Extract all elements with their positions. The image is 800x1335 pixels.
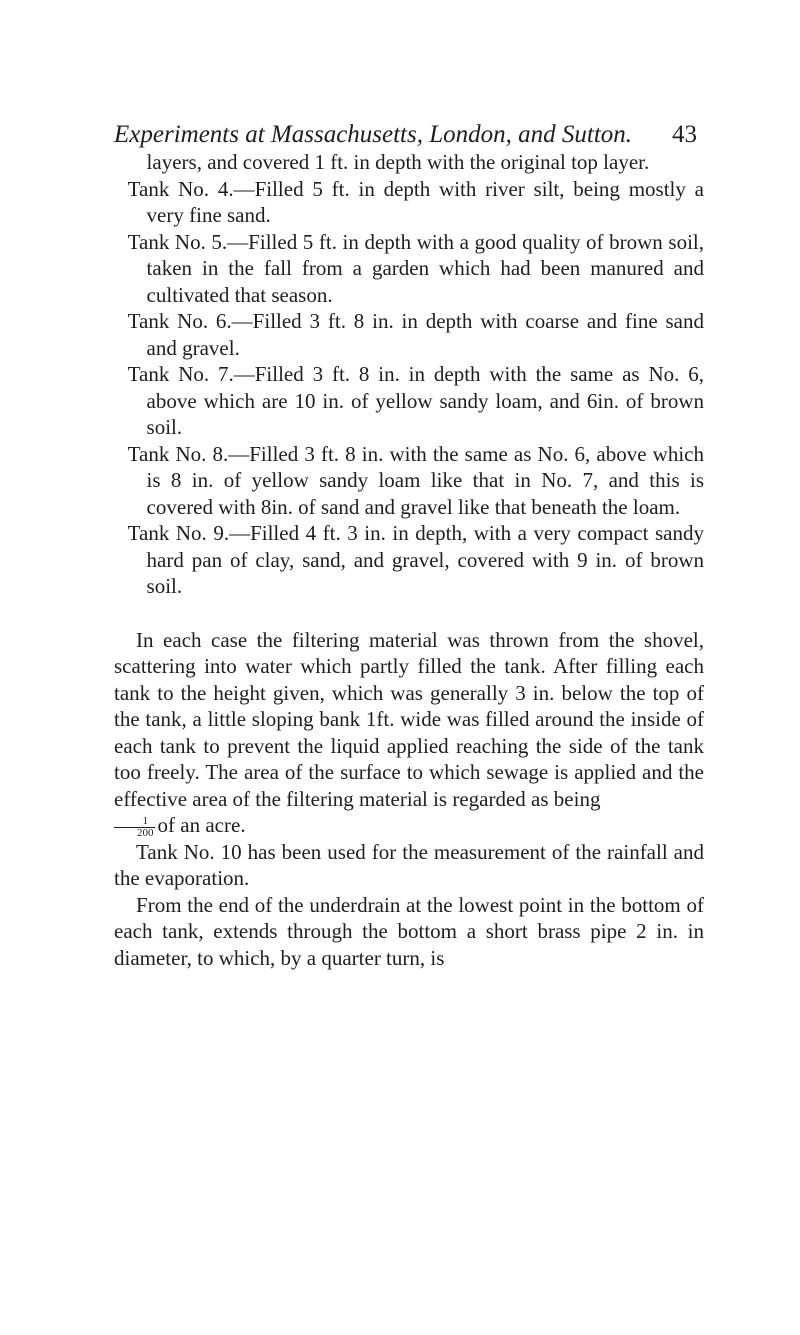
tank-entry-6: Tank No. 6.—Filled 3 ft. 8 in. in depth with coarse and fine sand and gravel.	[127, 309, 704, 360]
paragraph-underdrain: From the end of the underdrain at the lowest point in the bottom of each tank, extends through the bottom a short brass pipe 2 in. in diameter, to which, by a quarter turn, is	[114, 892, 704, 970]
fraction-denominator: 200	[137, 826, 154, 839]
tank-entry-7: Tank No. 7.—Filled 3 ft. 8 in. in depth with the same as No. 6, above which are 10 in. of yellow sandy loam, and 6in. of brown soil.	[127, 362, 704, 439]
paragraph-tank-10: Tank No. 10 has been used for the measurement of the rainfall and the evaporation.	[114, 839, 704, 891]
tank-entry-5: Tank No. 5.—Filled 5 ft. in depth with a good quality of brown soil, taken in the fall from a garden which had been manured and cultivated that season.	[127, 229, 704, 307]
tank-entry-8: Tank No. 8.—Filled 3 ft. 8 in. with the same as No. 6, above which is 8 in. of yellow sandy loam like that in No. 7, and this is covered with 8in. of sand and gravel like that beneath the loam.	[127, 441, 704, 519]
body-text	[114, 149, 704, 971]
fraction-numerator: 1	[114, 816, 155, 828]
running-head-title: Experiments at Massachusetts, London, and Sutton.	[114, 121, 633, 148]
tank-entry-continued: layers, and covered 1 ft. in depth with the original top layer.	[146, 150, 650, 174]
fraction	[114, 816, 155, 839]
section-gap	[114, 600, 704, 627]
page-number: 43	[672, 121, 697, 148]
paragraph-filtering-material	[114, 627, 704, 839]
tank-entry-9: Tank No. 9.—Filled 4 ft. 3 in. in depth, with a very compact sandy hard pan of clay, sand, and gravel, covered with 9 in. of brown soil.	[127, 521, 704, 598]
tank-entry-4: Tank No. 4.—Filled 5 ft. in depth with river silt, being mostly a very fine sand.	[127, 176, 704, 227]
running-head	[114, 120, 697, 150]
paragraph-filtering-tail: of an acre.	[157, 813, 246, 837]
paragraph-filtering-text: In each case the filtering material was thrown from the shovel, scattering into water which partly filled the tank. After filling each tank to the height given, which was generally 3 in. below the top of the tank, a little sloping bank 1ft. wide was filled around the inside of each tank to prevent the liquid applied reaching the side of the tank too freely. The area of the surface to which sewage is applied and the effective area of the filtering material is regarded as being	[114, 627, 704, 811]
